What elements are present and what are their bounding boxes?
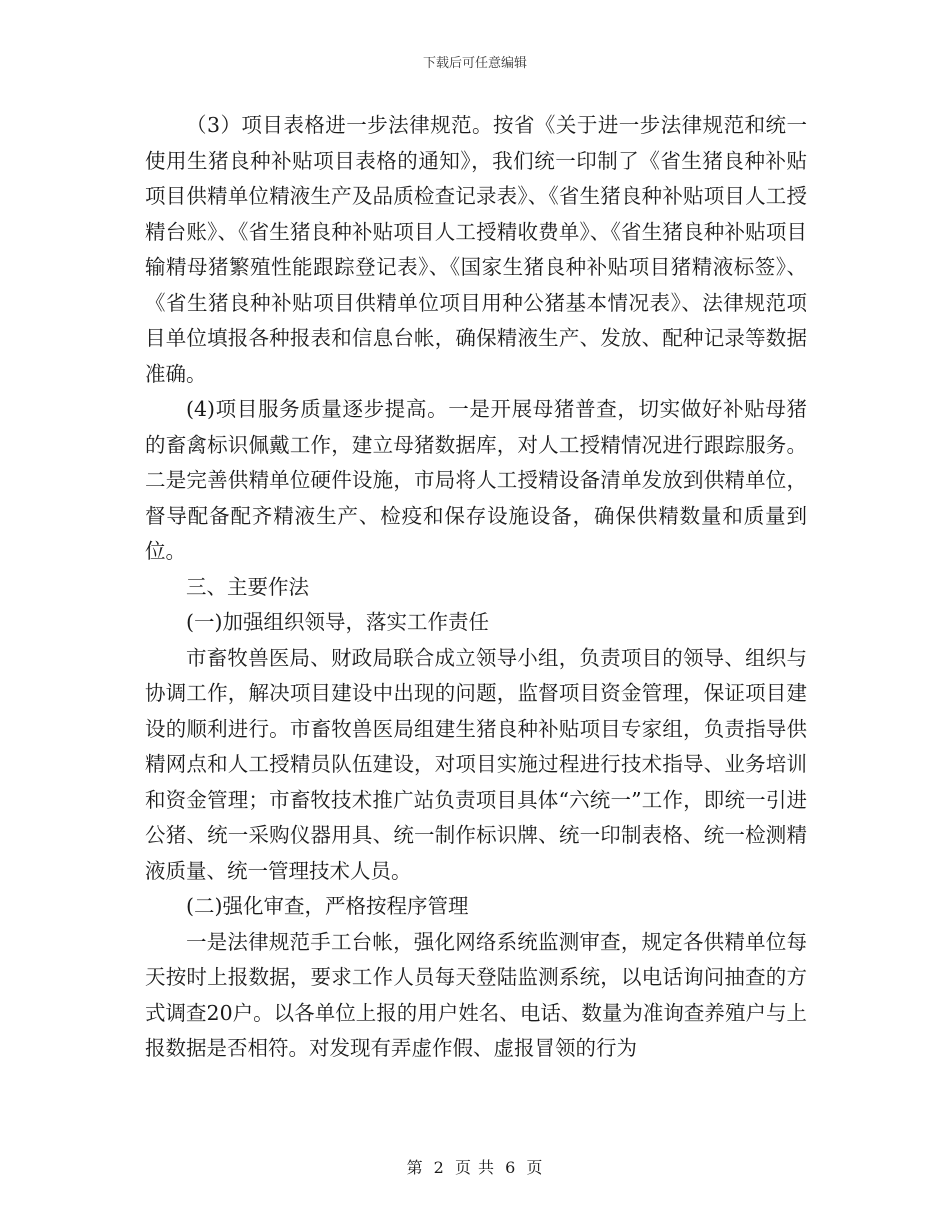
document-body bbox=[145, 108, 807, 1067]
paragraph-project-forms: （3）项目表格进一步法律规范。按省《关于进一步法律规范和统一使用生猪良种补贴项目表格的通知》，我们统一印制了《省生猪良种补贴项目供精单位精液生产及品质检查记录表》、《省生猪良种补贴项目人工授精台账》、《省生猪良种补贴项目人工授精收费单》、《省生猪良种补贴项目输精母猪繁殖性能跟踪登记表》、《国家生猪良种补贴项目猪精液标签》、《省生猪良种补贴项目供精单位项目用种公猪基本情况表》、法律规范项目单位填报各种报表和信息台帐，确保精液生产、发放、配种记录等数据准确。 bbox=[145, 113, 807, 386]
subheading-organization: (一)加强组织领导，落实工作责任 bbox=[186, 610, 489, 634]
paragraph-leadership-group: 市畜牧兽医局、财政局联合成立领导小组，负责项目的领导、组织与协调工作，解决项目建设中出现的问题，监督项目资金管理，保证项目建设的顺利进行。市畜牧兽医局组建生猪良种补贴项目专家组，负责指导供精网点和人工授精员队伍建设，对项目实施过程进行技术指导、业务培训和资金管理；市畜牧技术推广站负责项目具体“六统一”工作，即统一引进公猪、统一采购仪器用具、统一制作标识牌、统一印制表格、统一检测精液质量、统一管理技术人员。 bbox=[145, 645, 807, 883]
footer-suffix: 页 bbox=[526, 1158, 544, 1177]
page-header: 下载后可任意编辑 bbox=[422, 56, 527, 71]
footer-prefix: 第 bbox=[406, 1158, 424, 1177]
section-heading-main-methods: 三、主要作法 bbox=[186, 574, 309, 599]
page-number: 2 bbox=[433, 1158, 445, 1177]
paragraph-ledger-monitoring: 一是法律规范手工台帐，强化网络系统监测审查，规定各供精单位每天按时上报数据，要求工作人员每天登陆监测系统，以电话询问抽查的方式调查20户。以各单位上报的用户姓名、电话、数量为准询查养殖户与上报数据是否相符。对发现有弄虚作假、虚报冒领的行为 bbox=[145, 929, 807, 1060]
footer-middle: 页 共 bbox=[454, 1158, 496, 1177]
page-footer bbox=[0, 1155, 950, 1178]
paragraph-service-quality: (4)项目服务质量逐步提高。一是开展母猪普查，切实做好补贴母猪的畜禽标识佩戴工作，建立母猪数据库，对人工授精情况进行跟踪服务。二是完善供精单位硬件设施，市局将人工授精设备清单发放到供精单位，督导配备配齐精液生产、检疫和保存设施设备，确保供精数量和质量到位。 bbox=[145, 397, 807, 563]
total-pages: 6 bbox=[505, 1158, 517, 1177]
subheading-review: (二)强化审查，严格按程序管理 bbox=[186, 894, 469, 918]
